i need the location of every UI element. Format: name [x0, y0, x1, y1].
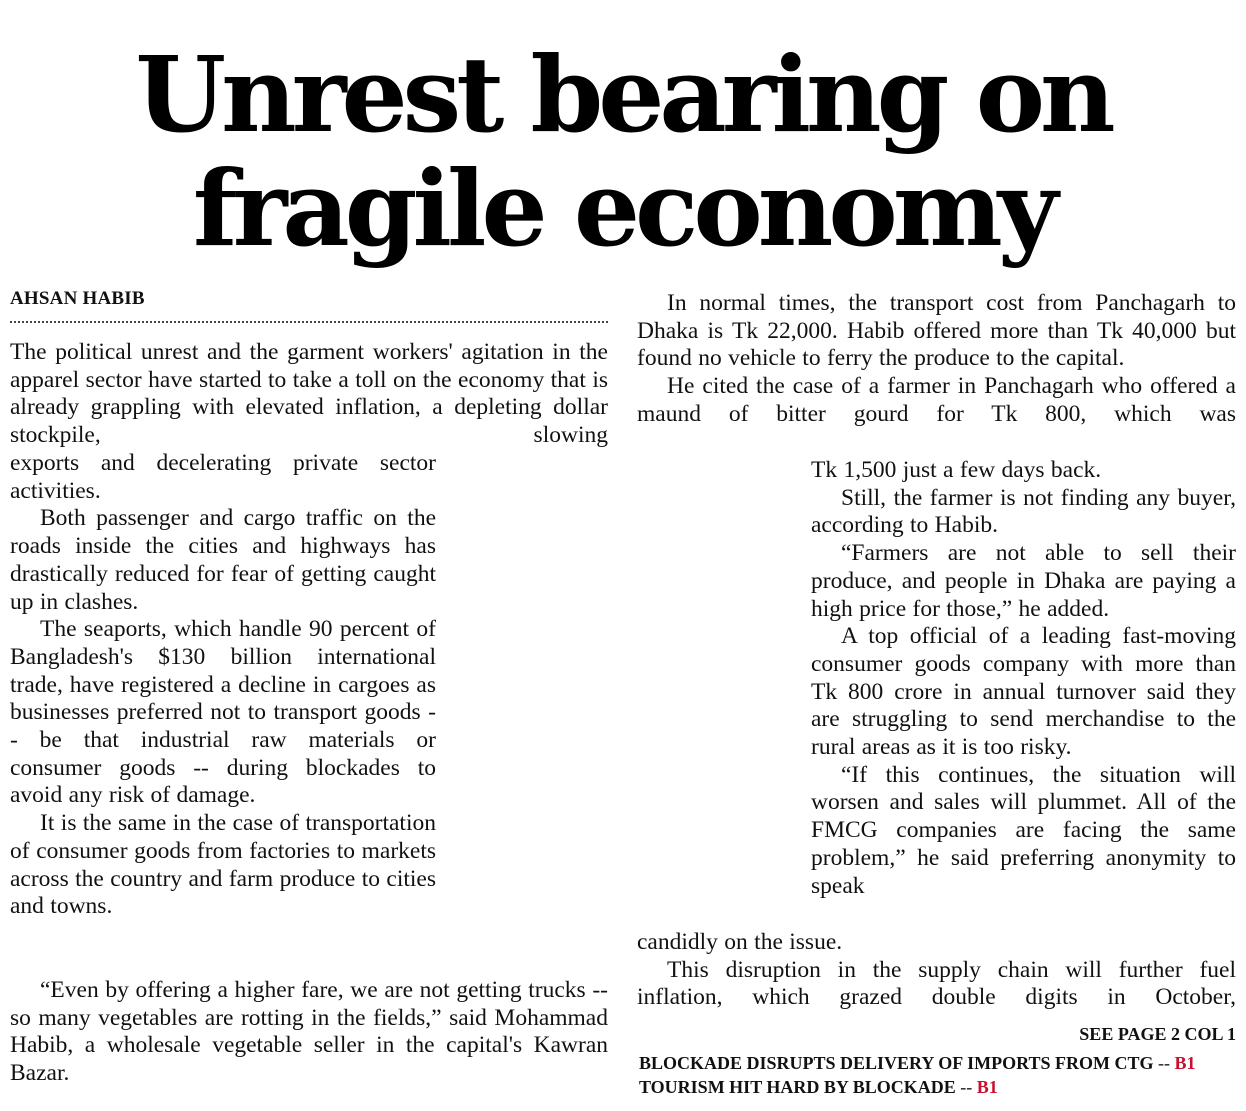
paragraph: The seaports, which handle 90 percent of Bangladesh's $130 billion international trade, have registered a decline in cargoes as businesses preferred not to transport goods -- be that industrial raw materials or consumer goods -- during blockades to avoid any risk of damage.: [10, 616, 436, 809]
right-column-bottom: [637, 929, 1236, 1012]
related-story-title: TOURISM HIT HARD BY BLOCKADE: [639, 1077, 956, 1097]
paragraph: Still, the farmer is not finding any buyer, according to Habib.: [811, 484, 1236, 539]
headline-line-1: Unrest bearing on: [135, 33, 1111, 156]
continuation-link[interactable]: SEE PAGE 2 COL 1: [1079, 1024, 1236, 1044]
paragraph: He cited the case of a farmer in Panchagarh who offered a maund of bitter gourd for Tk 800, which was: [637, 373, 1236, 427]
related-story-separator: --: [960, 1077, 973, 1097]
related-story-page: B1: [976, 1077, 998, 1097]
paragraph: exports and decelerating private sector activities.: [10, 450, 436, 504]
headline: [0, 33, 1246, 270]
right-column-narrow: [811, 457, 1236, 900]
related-story-page: B1: [1174, 1053, 1196, 1073]
headline-line-2: fragile economy: [192, 147, 1054, 270]
paragraph: “If this continues, the situation will worsen and sales will plummet. All of the FMCG companies are facing the same problem,” he said preferring anonymity to speak: [811, 761, 1236, 899]
byline-divider: [10, 321, 608, 323]
paragraph: The political unrest and the garment workers' agitation in the apparel sector have started to take a toll on the economy that is already grappling with elevated inflation, a depleting dollar stockpile, slowing: [10, 339, 608, 449]
related-stories: [639, 1051, 1239, 1099]
paragraph: Tk 1,500 just a few days back.: [811, 457, 1102, 483]
related-story-separator: --: [1157, 1053, 1170, 1073]
left-column-quote: [10, 977, 608, 1088]
paragraph: candidly on the issue.: [637, 929, 843, 955]
related-story-title: BLOCKADE DISRUPTS DELIVERY OF IMPORTS FROM CTG: [639, 1053, 1154, 1073]
paragraph: It is the same in the case of transportation of consumer goods from factories to markets across the country and farm produce to cities and towns.: [10, 810, 436, 920]
related-story-link[interactable]: [639, 1075, 1239, 1099]
paragraph: Both passenger and cargo traffic on the roads inside the cities and highways has drastically reduced for fear of getting caught up in clashes.: [10, 505, 436, 615]
left-column-intro: [10, 339, 608, 450]
paragraph: In normal times, the transport cost from Panchagarh to Dhaka is Tk 22,000. Habib offered more than Tk 40,000 but found no vehicle to ferry the produce to the capital.: [637, 290, 1236, 372]
paragraph: “Even by offering a higher fare, we are not getting trucks -- so many vegetables are rotting in the fields,” said Mohammad Habib, a wholesale vegetable seller in the capital's Kawran Bazar.: [10, 977, 608, 1087]
right-column-top: [637, 290, 1236, 429]
byline: AHSAN HABIB: [10, 288, 145, 309]
left-column-narrow: [10, 450, 436, 921]
paragraph: A top official of a leading fast-moving consumer goods company with more than Tk 800 crore in annual turnover said they are struggling to send merchandise to the rural areas as it is too risky.: [811, 623, 1236, 761]
related-story-link[interactable]: [639, 1051, 1239, 1075]
paragraph: This disruption in the supply chain will further fuel inflation, which grazed double digits in October,: [637, 956, 1236, 1011]
paragraph: “Farmers are not able to sell their produce, and people in Dhaka are paying a high price for those,” he added.: [811, 540, 1236, 622]
